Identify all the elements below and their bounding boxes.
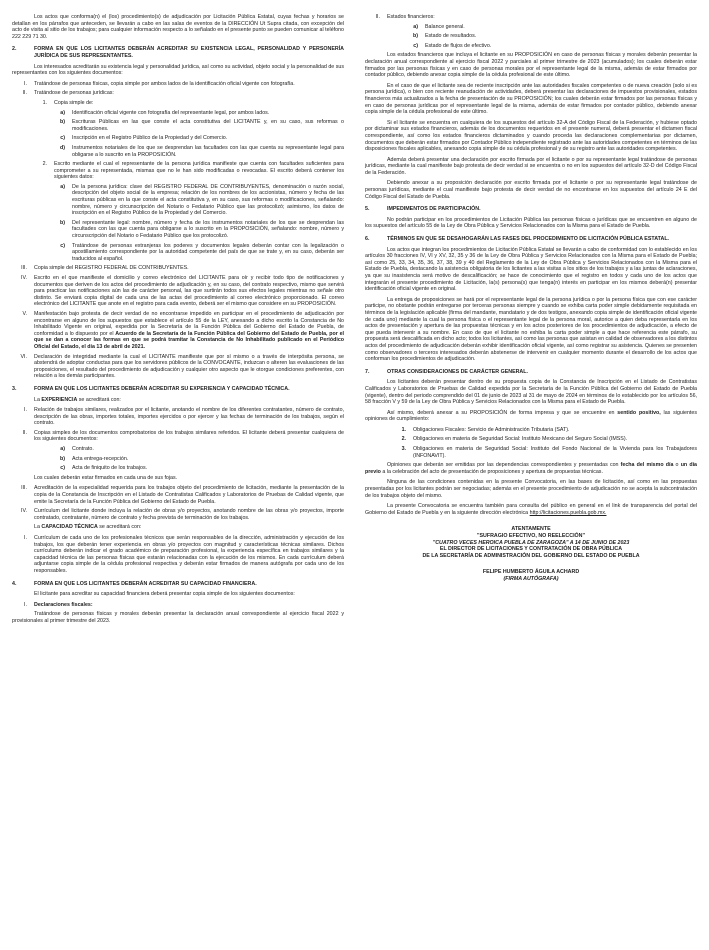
section-6-heading: 6. TÉRMINOS EN QUE SE DESAHOGARÁN LAS FASES DEL PROCEDIMIENTO DE LICITACIÓN PÚBLICA ESTATAL. bbox=[365, 236, 670, 243]
list-item: a) Contrato. bbox=[60, 446, 94, 453]
paragraph: Los actos que integran los procedimientos de Licitación Pública Estatal se llevarán a cabo de conformidad con lo establecido en los artículos 30 fracciones IV, VI y XV, 32, 35 y 36 de la Ley de Obra Pública y Servicios Relacionados con la Misma para el Estado de Puebla; así como 25, 33, 34, 35, 36, 37, 38, 39 y 40 del Reglamento de la Ley de Obra Pública y Servicios Relacionados con la Misma para el Estado de Puebla, destacando la asistencia obligatoria de los licitantes a las visitas a los sitios de los trabajos y a las juntas de aclaraciones, ya que su inasistencia será motivo de descalificación; se hace de conocimiento que el registro en todos y cada uno de los actos que integrarán el presente procedimiento de Licitación, la(s) persona(s) que tenga(n) interés en participar en los mismos deberá(n) presentar identificación oficial vigente en original. bbox=[365, 246, 697, 293]
list-item: 1. Copia simple de: bbox=[42, 99, 94, 106]
list-item: 1. Obligaciones Fiscales: Servicio de Administración Tributaria (SAT). bbox=[401, 426, 570, 433]
paragraph: Si el licitante se encuentra en cualquiera de los supuestos del artículo 32-A del Código Fiscal de la Federación, y hubiese optado por dictaminar sus estados financieros, además de los documentos requeridos en el presente numeral, deberá presentar el dictamen fiscal correspondiente, así como los estados financieros dictaminados y cuando proceda las declaraciones complementarias por dictamen, documentos que deberán estar firmados por Contador Público independiente registrado ante las autoridades competentes en términos de las disposiciones fiscales aplicables, anexando copia simple de su cédula profesional y de su registro ante las autoridades competentes. bbox=[365, 119, 697, 153]
paragraph: Ninguna de las condiciones contenidas en la presente Convocatoria, en las bases de licitación, así como en las propuestas presentadas por los licitantes podrán ser negociadas; además en el presente procedimiento de adjudicación no se acepta la subcontratación de los trabajos objeto del mismo. bbox=[365, 479, 697, 499]
list-item: III. Copia simple del REGISTRO FEDERAL DE CONTRIBUYENTES. bbox=[21, 265, 189, 272]
list-item: I. Relación de trabajos similares, realizados por el licitante, anotando el nombre de los diferentes contratantes, número de contrato, descripción de las obras, importes totales, importes ejercidos o por ejercer y las fechas de terminación de los trabajos, según el contrato. bbox=[24, 407, 344, 427]
list-item: c) Acta de finiquito de los trabajos. bbox=[60, 465, 148, 472]
paragraph: Los estados financieros que incluya el licitante en su PROPOSICIÓN en caso de personas físicas y morales deberán presentar la declaración anual correspondiente al ejercicio fiscal 2022 y parciales al primer trimestre de 2023 (acumulados); los cuales deberán estar firmados por las personas físicas y en caso de personas morales por el representante legal de la misma, además de estar firmados por contador público, debiendo anexar copia simple de la cédula profesional de este último. bbox=[365, 52, 697, 79]
licitaciones-link[interactable]: http://licitaciones.puebla.gob.mx. bbox=[529, 509, 607, 516]
list-item: c) Inscripción en el Registro Público de la Propiedad y del Comercio. bbox=[60, 135, 228, 142]
list-item: b) Del representante legal: nombre, número y fecha de los instrumentos notariales de los que se desprendan las facultades con las que cuenta para obligarse a lo suscrito en la PROPOSICIÓN, señalando: nombre, número y circunscripción del Notario o Fedatario Público que los protocolizó. bbox=[60, 219, 344, 240]
section-4-paragraph: El licitante para acreditar su capacidad financiera deberá presentar copia simple de los siguientes documentos: bbox=[34, 591, 295, 598]
list-item: b) Acta entrega-recepción. bbox=[60, 455, 129, 462]
list-item: 2. Obligaciones en materia de Seguridad Social: Instituto Mexicano del Seguro Social (IMSS). bbox=[401, 436, 628, 443]
section-2-heading: 2. FORMA EN QUE LOS LICITANTES DEBERÁN ACREDITAR SU EXISTENCIA LEGAL, PERSONALIDAD Y PERSONERÍA JURÍDICA DE SUS REPRESENTANTES. bbox=[12, 46, 344, 59]
list-item: IV. Escrito en el que manifieste el domicilio y correo electrónico del LICITANTE para oír y recibir todo tipo de notificaciones y documentos que deriven de los actos del procedimiento de adjudicación y, en su caso, del contrato respectivo, mismo que servirá para practicar las notificaciones aún las de carácter personal, las que surtirán todos sus efectos legales mientras no señale otro distinto. Se enviará copia digital de cada una de las actas del procedimiento al correo electrónico proporcionado. El correo electrónico del LICITANTE que anote en el registro para cada evento, deberá ser el mismo que considere en su PROPOSICIÓN. bbox=[21, 275, 344, 308]
list-item: IV. Currículum del licitante donde incluya la relación de obras y/o proyectos, anotando nombre de las obras y/o proyectos, importe contratado, contratante, número de contrato y fecha prevista de terminación de los trabajos. bbox=[21, 508, 344, 521]
signature-block: ATENTAMENTE "SUFRAGIO EFECTIVO, NO REELECCIÓN" "CUATRO VECES HEROICA PUEBLA DE ZARAGOZA" A 14 DE JUNIO DE 2023 EL DIRECTOR DE LICITACIONES Y CONTRATACIÓN DE OBRA PÚBLICA DE LA SECRETARÍA DE ADMINISTRACIÓN DEL GOBIERNO DEL ESTADO DE PUEBLA FELIPE HUMBERTO ÁGUILA ACHARD (FIRMA AUTÓGRAFA) bbox=[422, 526, 640, 582]
list-item: II. Copias simples de los documentos comprobatorios de los trabajos similares referidos. El licitante deberá presentar cualquiera de los siguientes documentos: bbox=[22, 429, 344, 443]
paragraph: Opiniones que deberán ser emitidas por las dependencias correspondientes y presentadas con fecha del mismo día o un día previo a la celebración del acto de presentación de proposiciones y apertura de propuestas técnicas. bbox=[365, 462, 697, 475]
list-item: b) Estado de resultados. bbox=[413, 33, 477, 40]
paragraph: Debiendo anexar a su proposición declaración por escrito firmada por el licitante o por su representante legal tratándose de personas jurídicas, mediante el cual manifieste bajo protesta de decir verdad de no encontrarse en los supuestos del artículo 24 E del Código Fiscal del Estado de Puebla. bbox=[365, 180, 697, 200]
paragraph: No podrán participar en los procedimientos de Licitación Pública las personas físicas o jurídicas que se encuentren en alguno de los supuestos del artículo 55 de la Ley de Obra Pública y Servicios Relacionados con la Misma para el Estado de Puebla. bbox=[365, 216, 697, 230]
paragraph: En el caso de que el licitante sea de reciente inscripción ante las autoridades fiscales competentes o de nueva creación (solo si es persona jurídica), o bien con reciente reanudación de actividades, deberá presentar las declaraciones de impuestos provisionales, estados financieros más actualizados a la fecha de presentación de su PROPOSICIÓN; los cuales deberán estar firmados por las personas físicas y en caso de personas jurídicas por el representante legal de la misma, además de estar firmados por contador público, debiendo anexar copia simple de la cédula profesional de este último. bbox=[365, 82, 697, 116]
list-item: a) De la persona jurídica: clave del REGISTRO FEDERAL DE CONTRIBUYENTES, denominación o razón social, descripción del objeto social de la empresa; relación de los nombres de los accionistas, número y fecha de las escrituras públicas en la que conste el acta constitutiva y, en su caso, sus reformas o modificaciones, señalando: nombre, número y circunscripción del Notario o Fedatario Público que las protocolizó; asimismo, los datos de inscripción en el Registro Público de la Propiedad y del Comercio. bbox=[60, 183, 344, 217]
section-7-heading: 7. OTRAS CONSIDERACIONES DE CARÁCTER GENERAL. bbox=[365, 368, 528, 375]
list-item: 2. Escrito mediante el cual el representante de la persona jurídica manifieste que cuenta con facultades suficientes para comprometer a su representada, mismas que no le han sido modificadas o revocadas. El escrito deberá contener los siguientes datos: bbox=[42, 161, 344, 181]
list-item: c) Estado de flujos de efectivo. bbox=[413, 42, 492, 49]
list-item: II. Tratándose de personas jurídicas: bbox=[22, 90, 114, 97]
paragraph: La presente Convocatoria se encuentra también para consulta del público en general en el link de transparencia del portal del Gobierno del Estado de Puebla y en la siguiente dirección electrónica http://licitaciones.puebla.gob.mx. bbox=[365, 503, 697, 516]
list-item: I. Declaraciones fiscales: bbox=[24, 601, 93, 608]
left-column bbox=[12, 14, 344, 629]
list-item: II. Estados financieros: bbox=[375, 14, 435, 20]
paragraph: La entrega de proposiciones se hará por el representante legal de la persona jurídica o por la persona física que con ese carácter participe, no obstante podrán entregarse por terceras personas siempre y cuando se exhiba carta poder simple debidamente requisitada en términos de la legislación aplicable (firma del mandante, mandatario y de dos testigos, anexando copia simple de identificación oficial vigente de cada uno) mediante la cual la persona física o el representante legal de la persona moral, autorice a quien deba representarla en los actos de presentación y apertura de las propuestas técnicas y en los actos posteriores de los procedimientos de adjudicación, a efecto de que pueda intervenir a su nombre. En caso de que el licitante no exhiba la carta poder simple a que hace referencia este párrafo, su propuesta será descalificada en dicho acto; todos los licitantes, así como las personas que asistan en calidad de observadores a los distintos actos del procedimiento de adjudicación deberán exhibir identificación oficial vigente, así como registrar su asistencia. Quienes se presenten como observadores o terceros interesados deberán abstenerse de intervenir en cualquier momento durante el desarrollo de los actos que conforman los procedimientos de adjudicación. bbox=[365, 296, 697, 363]
list-item: a) Balance general. bbox=[413, 23, 465, 30]
list-item: b) Escrituras Públicas en las que conste el acta constitutiva del LICITANTE y, en su caso, sus reformas o modificaciones. bbox=[60, 119, 344, 132]
list-item: a) Identificación oficial vigente con fotografía del representante legal, por ambos lados. bbox=[60, 109, 270, 116]
list-item: V. Manifestación bajo protesta de decir verdad de no encontrarse impedido en participar en el procedimiento de adjudicación por encontrarse en alguno de los supuestos que establece el artículo 55 de la LEY, anexando a dicho escrito la Constancia de No Inhabilitado Vigente en original, expedida por la Secretaría de la Función Pública del Gobierno del Estado de Puebla, de conformidad a lo dispuesto por el Acuerdo de la Secretaría de la Función Pública del Gobierno del Estado de Puebla, por el que se dan a conocer las formas en que se podrá tramitar la Constancia de No Inhabilitado publicado en el Periódico Oficial del Estado, el día 13 de abril de 2021. bbox=[22, 310, 345, 350]
experience-lead: La EXPERIENCIA se acreditará con: bbox=[34, 396, 121, 403]
list-item: III. Acreditación de la especialidad requerida para los trabajos objeto del procedimiento de licitación, mediante la presentación de la copia de la Constancia de Inscripción en el Listado de Contratistas Calificados y Laboratorios de Pruebas de Calidad vigente, que emite la Secretaría de la Función Pública del Gobierno del Estado de Puebla. bbox=[21, 485, 344, 505]
list-item: d) Instrumentos notariales de los que se desprendan las facultades con las que cuenta su representante legal para obligarse a lo suscrito en la PROPOSICIÓN. bbox=[60, 144, 344, 158]
section-2-paragraph: Los interesados acreditarán su existencia legal y personalidad jurídica, así como su actividad, objeto social y la personalidad de sus representantes con los siguientes documentos: bbox=[12, 63, 344, 77]
right-column bbox=[365, 14, 697, 583]
section-4-heading: 4. FORMA EN QUE LOS LICITANTES DEBERÁN ACREDITAR SU CAPACIDAD FINANCIERA. bbox=[12, 580, 257, 587]
list-item: 3. Obligaciones en materia de Seguridad Social: Instituto del Fondo Nacional de la Vivienda para los Trabajadores (INFONAVIT). bbox=[401, 446, 697, 459]
intro-paragraph: Los actos que conforma(n) el (los) procedimiento(s) de adjudicación por Licitación Pública Estatal, cuyas fechas y horarios se detallan en los párrafos que anteceden, se llevarán a cabo en las salas de eventos de la DIRECCIÓN Ut Supra citada, con excepción del acto de visita al sitio de los trabajos; para cualquier información respecto a lo señalado en el presente punto se pueden comunicar al teléfono 222 229 71 30. bbox=[12, 14, 344, 40]
list-item: c) Tratándose de personas extranjeras los poderes y documentos legales deberán contar con la legalización o apostillamiento correspondiente por la autoridad competente del país de que se trate y, en su caso, deberán ser traducidos al español. bbox=[60, 242, 344, 262]
section-5-heading: 5. IMPEDIMENTOS DE PARTICIPACIÓN. bbox=[365, 206, 481, 213]
list-item: I. Tratándose de personas físicas, copia simple por ambos lados de la identificación oficial vigente con fotografía. bbox=[24, 80, 295, 87]
list-note: Los cuales deberán estar firmados en cada una de sus fojas. bbox=[34, 474, 178, 481]
paragraph: Así mismo, deberá anexar a su PROPOSICIÓN de forma impresa y que se encuentre en sentido positivo, las siguientes opiniones de cumplimiento: bbox=[365, 409, 697, 423]
paragraph: Los licitantes deberán presentar dentro de su propuesta copia de la Constancia de Inscripción en el Listado de Contratistas Calificados y Laboratorios de Pruebas de Calidad expedida por la Secretaría de la Función Pública del Gobierno del Estado de Puebla (vigente), dentro del periodo comprendido del 01 de junio de 2023 al 31 de mayo de 2024 en términos de lo establecido por los artículos 56, 58 fracción V y 59 de la Ley de Obra Pública y Servicios Relacionados con la Misma para el Estado de Puebla. bbox=[365, 379, 697, 406]
list-item: VI. Declaración de integridad mediante la cual el LICITANTE manifieste que por sí mismo o a través de interpósita persona, se abstendrá de adoptar conductas para que los servidores públicos de la CONVOCANTE, induzcan o alteren las evaluaciones de las proposiciones, el resultado del procedimiento de adjudicación y cualquier otro aspecto que le otorgue condiciones preferentes, con relación a los demás participantes. bbox=[20, 353, 344, 380]
paragraph: Además deberá presentar una declaración por escrito firmada por el licitante o por su representante legal tratándose de personas jurídicas, mediante la cual manifieste bajo protesta de decir verdad si se encuentra o no en los supuestos del artículo 32-D del Código Fiscal de la Federación. bbox=[365, 156, 697, 176]
section-3-heading: 3. FORMA EN QUE LOS LICITANTES DEBERÁN ACREDITAR SU EXPERIENCIA Y CAPACIDAD TÉCNICA. bbox=[12, 385, 290, 392]
capacity-lead: La CAPACIDAD TÉCNICA se acreditará con: bbox=[34, 524, 142, 531]
list-item: I. Currículum de cada uno de los profesionales técnicos que serán responsables de la dirección, administración y ejecución de los trabajos, los que deberán tener experiencia en obras y/o proyectos con magnitud y características técnicas similares. Dichos currículums deberán indicar el grado académico de preparación profesional, la experiencia específica en trabajos similares y la capacidad técnica de las personas físicas que estarán relacionadas con la ejecución de los mismos. En cada currículum deberá adjuntarse copia simple de la cédula profesional respectiva y deberán estar firmados de manera autógrafa por cada uno de los responsables. bbox=[24, 535, 344, 574]
fiscal-paragraph: Tratándose de personas físicas y morales deberán presentar la declaración anual correspondiente al ejercicio fiscal 2022 y provisionales al primer trimestre del 2023. bbox=[12, 611, 344, 624]
